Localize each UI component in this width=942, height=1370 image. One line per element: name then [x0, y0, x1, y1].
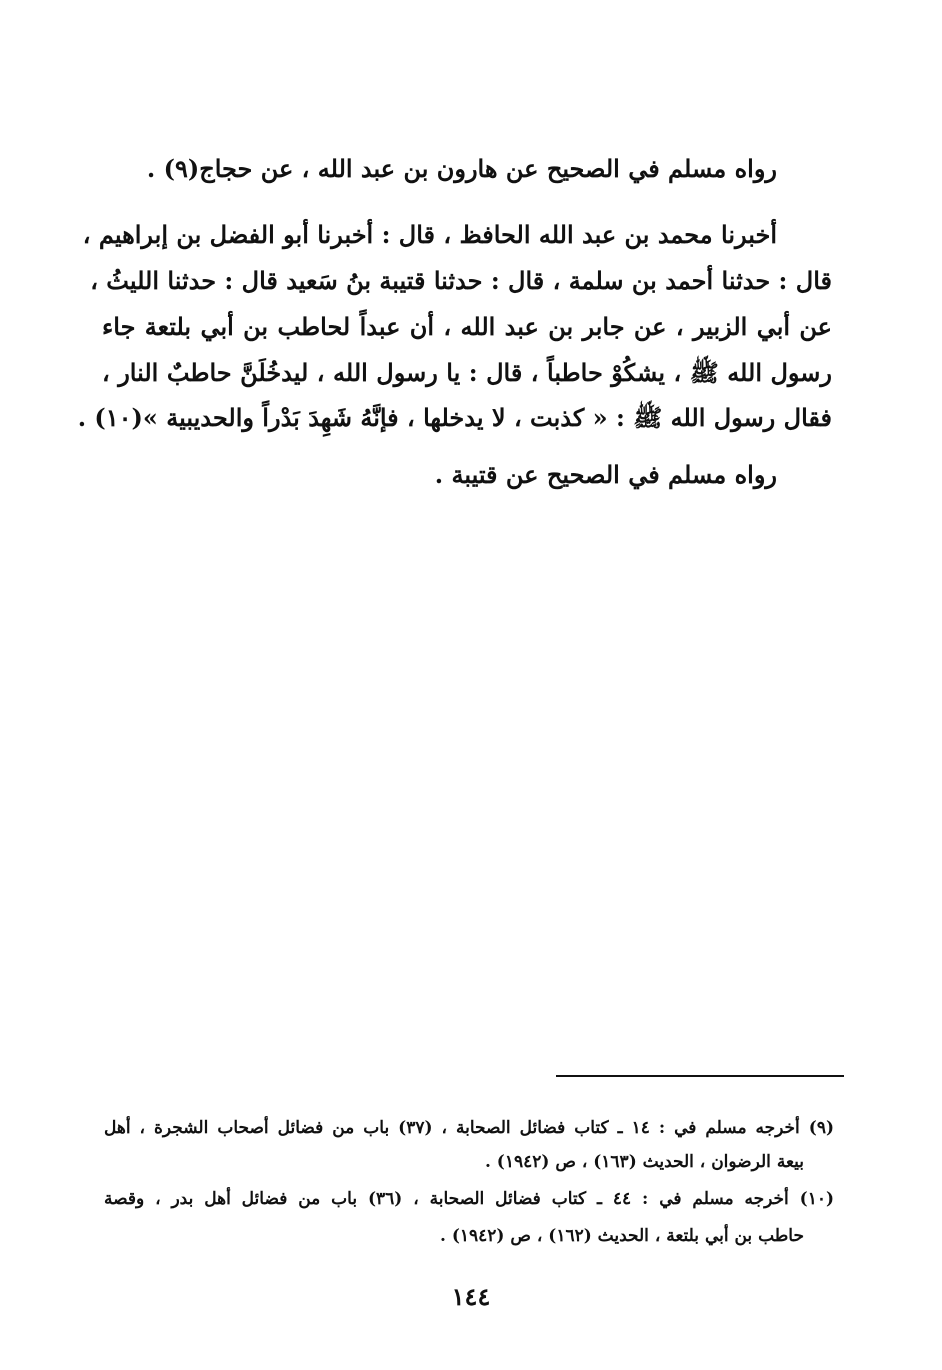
footnote-9-line-2: بيعة الرضوان ، الحديث (١٦٣) ، ص (١٩٤٢) . — [484, 1152, 804, 1172]
hadith-line-1: أخبرنا محمد بن عبد الله الحافظ ، قال : أخبرنا أبو الفضل بن إبراهيم ، — [82, 220, 777, 249]
narration-line-1: رواه مسلم في الصحيح عن هارون بن عبد الله ، عن حجاج(٩) . — [146, 154, 777, 183]
page-number: ١٤٤ — [451, 1282, 491, 1311]
footnote-10-line-1: (١٠) أخرجه مسلم في : ٤٤ ـ كتاب فضائل الصحابة ، (٣٦) باب من فضائل أهل بدر ، وقصة — [104, 1189, 835, 1209]
footnote-10-line-2: حاطب بن أبي بلتعة ، الحديث (١٦٢) ، ص (١٩٤٢) . — [440, 1226, 804, 1246]
footnote-9-line-1: (٩) أخرجه مسلم في : ١٤ ـ كتاب فضائل الصحابة ، (٣٧) باب من فضائل أصحاب الشجرة ، أهل — [104, 1118, 834, 1138]
hadith-line-4: رسول الله ﷺ ، يشكُوْ حاطباً ، قال : يا رسول الله ، ليدخُلَنَّ حاطبٌ النار ، — [102, 358, 832, 387]
hadith-line-3: عن أبي الزبير ، عن جابر بن عبد الله ، أن عبداً لحاطب بن أبي بلتعة جاء — [102, 312, 832, 341]
footnote-separator — [556, 1075, 844, 1077]
hadith-line-2: قال : حدثنا أحمد بن سلمة ، قال : حدثنا قتيبة بنُ سَعيد قال : حدثنا الليثُ ، — [90, 266, 832, 295]
hadith-line-5: فقال رسول الله ﷺ : « كذبت ، لا يدخلها ، فإنَّهُ شَهِدَ بَدْراً والحديبية »(١٠) . — [77, 403, 832, 432]
narration-line-2: رواه مسلم في الصحيح عن قتيبة . — [434, 460, 777, 489]
